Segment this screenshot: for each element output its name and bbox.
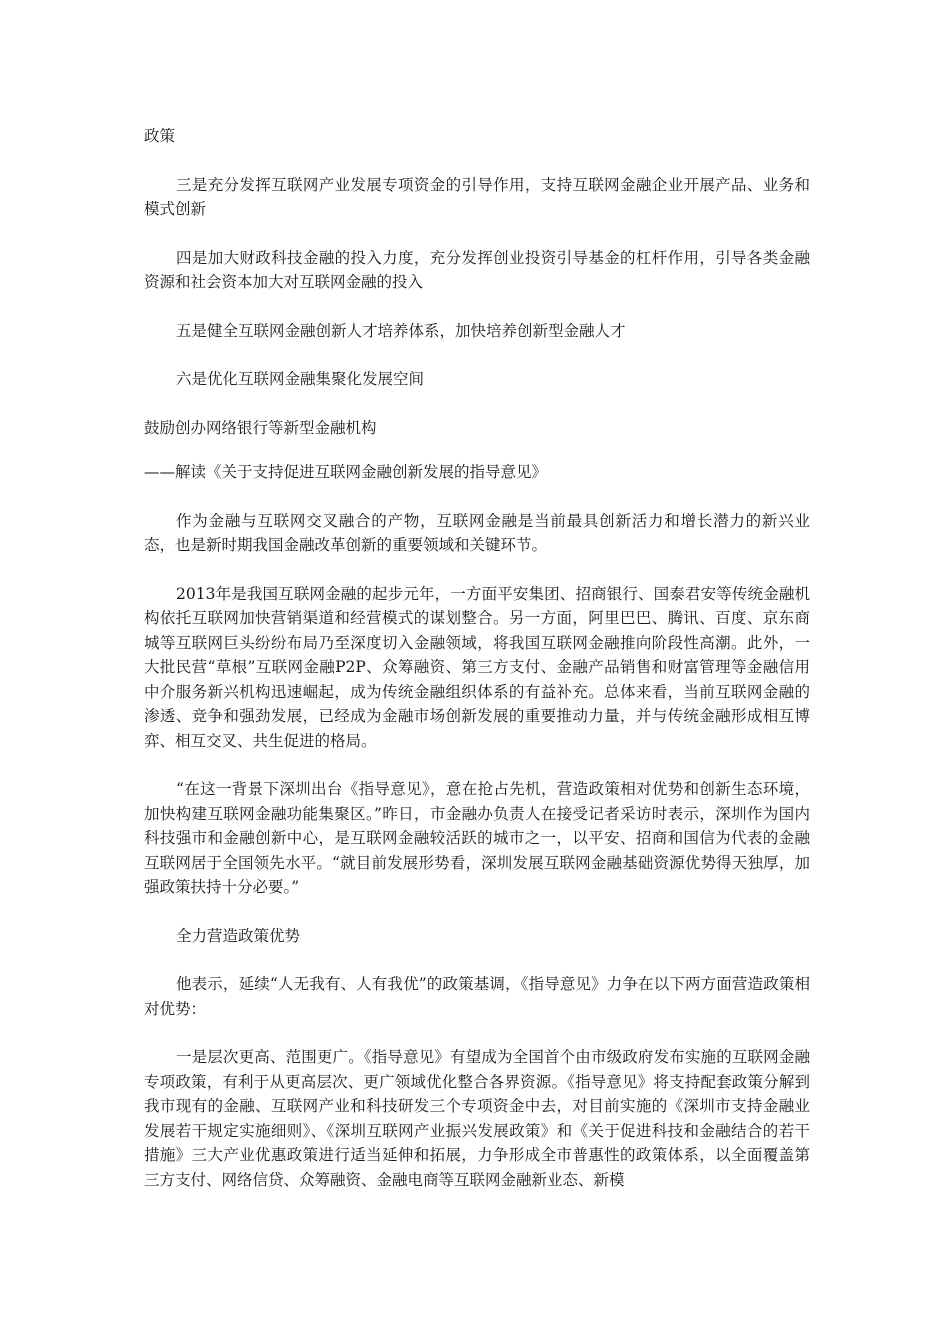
paragraph-item-four: 四是加大财政科技金融的投入力度，充分发挥创业投资引导基金的杠杆作用，引导各类金融资源和社会资本加大对互联网金融的投入 [144, 248, 810, 291]
paragraph-policy-tone: 他表示，延续“人无我有、人有我优”的政策基调，《指导意见》力争在以下两方面营造政策相对优势： [144, 975, 810, 1018]
paragraph-point-one: 一是层次更高、范围更广。《指导意见》有望成为全国首个由市级政府发布实施的互联网金融专项政策，有利于从更高层次、更广领域优化整合各界资源。《指导意见》将支持配套政策分解到我市现有的金融、互联网产业和科技研发三个专项资金中去，对目前实施的《深圳市支持金融业发展若干规定实施细则》、《深圳互联网产业振兴发展政策》和《关于促进科技和金融结合的若干措施》三大产业优惠政策进行适当延伸和拓展，力争形成全市普惠性的政策体系，以全面覆盖第三方支付、网络信贷、众筹融资、金融电商等互联网金融新业态、新模 [144, 1048, 810, 1189]
document-body [144, 124, 810, 1216]
paragraph-official-quote: “在这一背景下深圳出台《指导意见》，意在抢占先机，营造政策相对优势和创新生态环境，加快构建互联网金融功能集聚区。”昨日，市金融办负责人在接受记者采访时表示，深圳作为国内科技强市和金融创新中心，是互联网金融较活跃的城市之一，以平安、招商和国信为代表的金融互联网居于全国领先水平。“就目前发展形势看，深圳发展互联网金融基础资源优势得天独厚，加强政策扶持十分必要。” [144, 780, 810, 896]
paragraph-item-six: 六是优化互联网金融集聚化发展空间 [176, 370, 425, 388]
paragraph-policy-fragment: 政策 [144, 127, 176, 145]
paragraph-item-five: 五是健全互联网金融创新人才培养体系，加快培养创新型金融人才 [176, 321, 626, 340]
paragraph-item-three: 三是充分发挥互联网产业发展专项资金的引导作用，支持互联网金融企业开展产品、业务和模式创新 [144, 175, 810, 218]
paragraph-intro: 作为金融与互联网交叉融合的产物，互联网金融是当前最具创新活力和增长潜力的新兴业态，也是新时期我国金融改革创新的重要领域和关键环节。 [144, 511, 810, 554]
article-subheadline: ——解读《关于支持促进互联网金融创新发展的指导意见》 [144, 463, 548, 481]
section-heading-policy-advantage: 全力营造政策优势 [176, 926, 301, 945]
article-headline: 鼓励创办网络银行等新型金融机构 [144, 418, 377, 437]
paragraph-2013-overview: 2013年是我国互联网金融的起步元年，一方面平安集团、招商银行、国泰君安等传统金融机构依托互联网加快营销渠道和经营模式的谋划整合。另一方面，阿里巴巴、腾讯、百度、京东商城等互联网巨头纷纷布局乃至深度切入金融领域，将我国互联网金融推向阶段性高潮。此外，一大批民营“草根”互联网金融P2P、众筹融资、第三方支付、金融产品销售和财富管理等金融信用中介服务新兴机构迅速崛起，成为传统金融组织体系的有益补充。总体来看，当前互联网金融的渗透、竞争和强劲发展，已经成为金融市场创新发展的重要推动力量，并与传统金融形成相互博弈、相互交叉、共生促进的格局。 [144, 584, 810, 750]
